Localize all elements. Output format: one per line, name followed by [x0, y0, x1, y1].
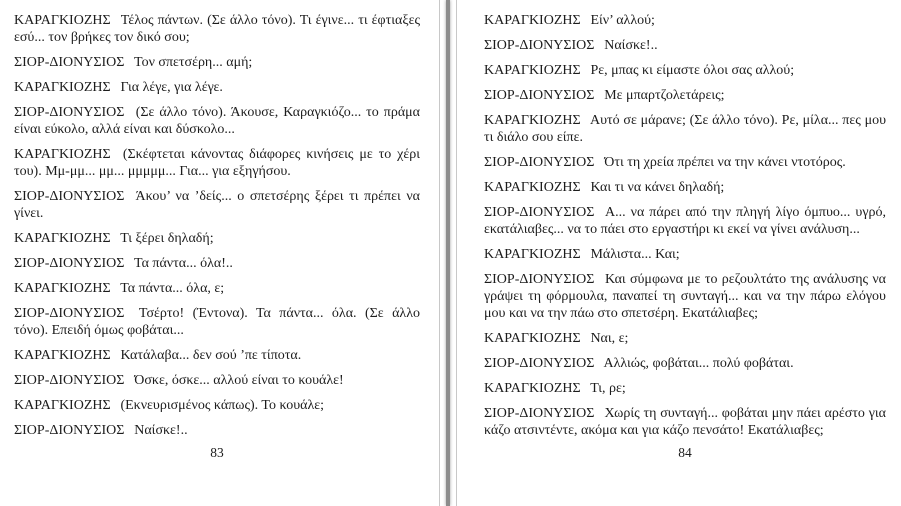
dialogue-line: [14, 305, 420, 339]
speaker-name: ΣΙΟΡ-ΔΙΟΝΥΣΙΟΣ: [14, 105, 125, 120]
dialogue-line: [484, 380, 886, 397]
speaker-name: ΚΑΡΑΓΚΙΟΖΗΣ: [14, 13, 111, 28]
page-right-number: 84: [678, 445, 692, 460]
speaker-name: ΣΙΟΡ-ΔΙΟΝΥΣΙΟΣ: [14, 189, 125, 204]
dialogue-text: Τέλος πάντων. (Σε άλλο τόνο). Τι έγινε... τι έφτιαξες εσύ... τον βρήκες τον δικό σου;: [14, 13, 421, 45]
dialogue-text: Τι ξέρει δηλαδή;: [120, 231, 214, 246]
dialogue-text: Όσκε, όσκε... αλλού είναι το κουάλε!: [134, 373, 344, 388]
dialogue-line: [14, 280, 420, 297]
dialogue-text: (Εκνευρισμένος κάπως). Το κουάλε;: [120, 398, 325, 413]
dialogue-line: [484, 179, 886, 196]
dialogue-line: [484, 330, 886, 347]
dialogue-line: [484, 154, 886, 171]
dialogue-text: Τσέρτο! (Έντονα). Τα πάντα... όλα. (Σε άλλο τόνο). Επειδή όμως φοβάται...: [14, 306, 420, 338]
dialogue-text: Ναίσκε!..: [134, 423, 188, 438]
speaker-name: ΣΙΟΡ-ΔΙΟΝΥΣΙΟΣ: [14, 256, 125, 271]
speaker-name: ΚΑΡΑΓΚΙΟΖΗΣ: [14, 80, 111, 95]
spine-divider-line: [446, 0, 450, 506]
dialogue-line: [484, 112, 886, 146]
dialogue-text: (Σε άλλο τόνο). Άκουσε, Καραγκιόζο... το πράμα είναι εύκολο, αλλά είναι και δύσκολο...: [14, 105, 420, 137]
speaker-name: ΣΙΟΡ-ΔΙΟΝΥΣΙΟΣ: [484, 272, 595, 287]
speaker-name: ΣΙΟΡ-ΔΙΟΝΥΣΙΟΣ: [484, 88, 595, 103]
dialogue-text: Αυτό σε μάρανε; (Σε άλλο τόνο). Ρε, μίλα... πες μου τι διάλο σου είπε.: [484, 113, 887, 145]
dialogue-text: (Σκέφτεται κάνοντας διάφορες κινήσεις με το χέρι του). Μμ-μμ... μμ... μμμμμ... Για... για εξηγήσου.: [14, 147, 420, 179]
dialogue-line: [14, 397, 420, 414]
speaker-name: ΚΑΡΑΓΚΙΟΖΗΣ: [14, 147, 111, 162]
speaker-name: ΚΑΡΑΓΚΙΟΖΗΣ: [14, 398, 111, 413]
dialogue-text: Άκου’ να ’δείς... ο σπετσέρης ξέρει τι πρέπει να γίνει.: [14, 189, 420, 221]
dialogue-text: Και σύμφωνα με το ρεζουλτάτο της ανάλυσης να γράψει τη φόρμουλα, παναπεί τη συνταγή... και να την πάρω ελόγου μου και να την πάω στο σπετσέρη. Εκατάλιαβες;: [484, 272, 886, 321]
dialogue-text: Τα πάντα... όλα!..: [133, 256, 233, 271]
dialogue-line: [484, 405, 886, 439]
speaker-name: ΣΙΟΡ-ΔΙΟΝΥΣΙΟΣ: [14, 306, 125, 321]
dialogue-line: [484, 87, 886, 104]
dialogue-text: Τι, ρε;: [590, 381, 626, 396]
page-right-content: [457, 0, 901, 439]
speaker-name: ΣΙΟΡ-ΔΙΟΝΥΣΙΟΣ: [14, 373, 125, 388]
dialogue-line: [484, 37, 886, 54]
dialogue-line: [14, 372, 420, 389]
page-gutter: [439, 0, 457, 506]
dialogue-line: [14, 104, 420, 138]
dialogue-text: Μάλιστα... Και;: [590, 247, 680, 262]
dialogue-line: [14, 230, 420, 247]
dialogue-text: Είν’ αλλού;: [590, 13, 655, 28]
speaker-name: ΣΙΟΡ-ΔΙΟΝΥΣΙΟΣ: [484, 205, 595, 220]
dialogue-line: [14, 54, 420, 71]
dialogue-line: [484, 204, 886, 238]
speaker-name: ΣΙΟΡ-ΔΙΟΝΥΣΙΟΣ: [484, 356, 595, 371]
dialogue-line: [14, 79, 420, 96]
dialogue-text: Για λέγε, για λέγε.: [120, 80, 223, 95]
page-left-content: [0, 0, 439, 439]
dialogue-line: [14, 188, 420, 222]
speaker-name: ΚΑΡΑΓΚΙΟΖΗΣ: [484, 13, 581, 28]
dialogue-line: [484, 62, 886, 79]
speaker-name: ΚΑΡΑΓΚΙΟΖΗΣ: [14, 231, 111, 246]
speaker-name: ΣΙΟΡ-ΔΙΟΝΥΣΙΟΣ: [14, 423, 125, 438]
dialogue-line: [484, 12, 886, 29]
dialogue-line: [484, 271, 886, 322]
dialogue-line: [14, 12, 420, 46]
page-left: [0, 0, 439, 506]
dialogue-text: Τον σπετσέρη... αμή;: [133, 55, 253, 70]
dialogue-text: Ναίσκε!..: [604, 38, 658, 53]
dialogue-text: Και τι να κάνει δηλαδή;: [590, 180, 725, 195]
dialogue-text: Ρε, μπας κι είμαστε όλοι σας αλλού;: [590, 63, 795, 78]
dialogue-text: Τα πάντα... όλα, ε;: [120, 281, 225, 296]
dialogue-line: [14, 255, 420, 272]
dialogue-text: Αλλιώς, φοβάται... πολύ φοβάται.: [603, 356, 794, 371]
dialogue-text: Α... να πάρει από την πληγή λίγο όμπυο... υγρό, εκατάλιαβες... να το πάει στο εργαστήρι κι εκεί να γίνει ανάλυση...: [484, 205, 887, 237]
speaker-name: ΚΑΡΑΓΚΙΟΖΗΣ: [14, 348, 111, 363]
speaker-name: ΣΙΟΡ-ΔΙΟΝΥΣΙΟΣ: [484, 155, 595, 170]
dialogue-line: [14, 146, 420, 180]
dialogue-line: [14, 422, 420, 439]
speaker-name: ΣΙΟΡ-ΔΙΟΝΥΣΙΟΣ: [484, 38, 595, 53]
dialogue-line: [484, 246, 886, 263]
page-left-number: 83: [210, 445, 224, 460]
speaker-name: ΚΑΡΑΓΚΙΟΖΗΣ: [484, 247, 581, 262]
speaker-name: ΚΑΡΑΓΚΙΟΖΗΣ: [484, 381, 581, 396]
speaker-name: ΚΑΡΑΓΚΙΟΖΗΣ: [484, 113, 581, 128]
speaker-name: ΚΑΡΑΓΚΙΟΖΗΣ: [14, 281, 111, 296]
speaker-name: ΚΑΡΑΓΚΙΟΖΗΣ: [484, 180, 581, 195]
speaker-name: ΣΙΟΡ-ΔΙΟΝΥΣΙΟΣ: [14, 55, 125, 70]
speaker-name: ΣΙΟΡ-ΔΙΟΝΥΣΙΟΣ: [484, 406, 595, 421]
speaker-name: ΚΑΡΑΓΚΙΟΖΗΣ: [484, 331, 581, 346]
dialogue-line: [484, 355, 886, 372]
dialogue-text: Ότι τη χρεία πρέπει να την κάνει ντοτόρος.: [604, 155, 846, 170]
dialogue-text: Με μπαρτζολετάρεις;: [604, 88, 725, 103]
dialogue-text: Ναι, ε;: [590, 331, 629, 346]
speaker-name: ΚΑΡΑΓΚΙΟΖΗΣ: [484, 63, 581, 78]
dialogue-text: Κατάλαβα... δεν σού ’πε τίποτα.: [120, 348, 302, 363]
page-right: [457, 0, 901, 506]
dialogue-text: Χωρίς τη συνταγή... φοβάται μην πάει αρέστο για κάζο ατσιντέντε, ακόμα και για κάζο πενσάτο! Εκατάλιαβες;: [484, 406, 886, 438]
dialogue-line: [14, 347, 420, 364]
